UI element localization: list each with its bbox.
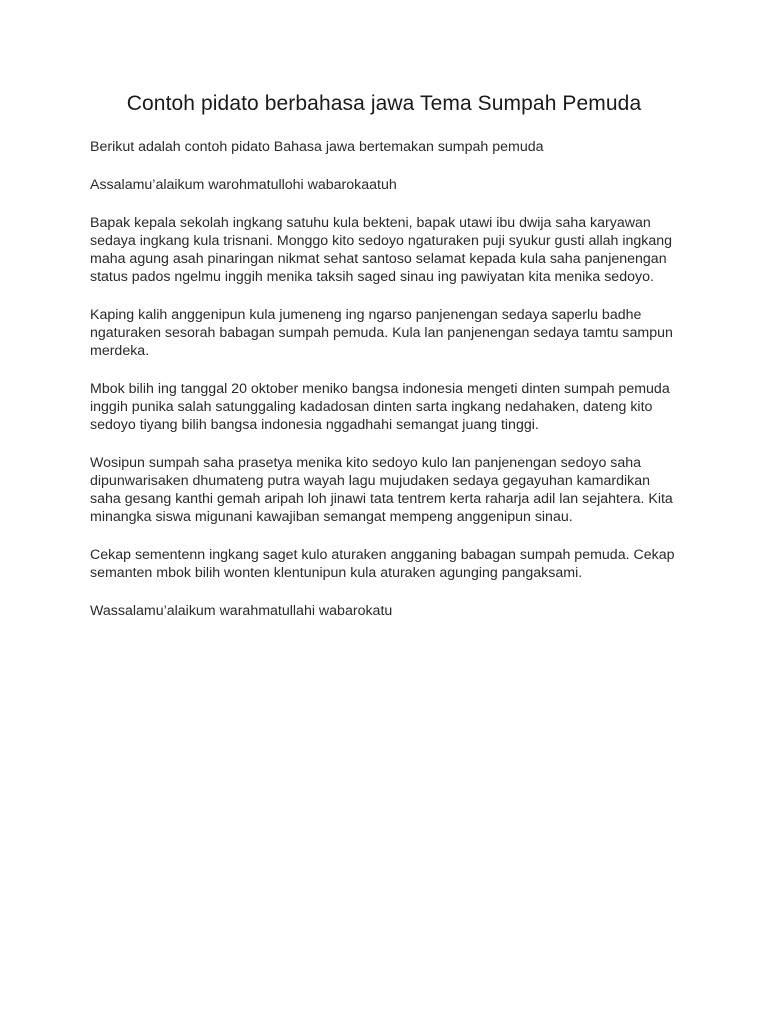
paragraph-oath: Wosipun sumpah saha prasetya menika kito sedoyo kulo lan panjenengan sedoyo saha dipunwarisaken dhumateng putra wayah lagu mujudaken sedaya gegayuhan kamardikan saha gesang kanthi gemah aripah loh jinawi tata tentrem kerta raharja adil lan sejahtera. Kita minangka siswa migunani kawajiban semangat mempeng anggenipun sinau. bbox=[90, 455, 673, 525]
document-title: Contoh pidato berbahasa jawa Tema Sumpah Pemuda bbox=[126, 92, 642, 115]
paragraph-closing: Cekap sementenn ingkang saget kulo aturaken angganing babagan sumpah pemuda. Cekap semanten mbok bilih wonten klentunipun kula aturaken agunging pangaksami. bbox=[90, 547, 675, 581]
paragraph-intro: Berikut adalah contoh pidato Bahasa jawa bertemakan sumpah pemuda bbox=[90, 139, 544, 155]
document-body bbox=[90, 138, 682, 640]
paragraph-farewell: Wassalamu’alaikum warahmatullahi wabarokatu bbox=[90, 603, 393, 619]
paragraph-purpose: Kaping kalih anggenipun kula jumeneng ing ngarso panjenengan sedaya saperlu badhe ngaturaken sesorah babagan sumpah pemuda. Kula lan panjenengan sedaya tamtu sampun merdeka. bbox=[90, 307, 673, 359]
paragraph-opening: Bapak kepala sekolah ingkang satuhu kula bekteni, bapak utawi ibu dwija saha karyawan sedaya ingkang kula trisnani. Monggo kito sedoyo ngaturaken puji syukur gusti allah ingkang maha agung asah pinaringan nikmat sehat santoso selamat kepada kula saha panjenengan status pados ngelmu inggih menika taksih saged sinau ing pawiyatan kita menika sedoyo. bbox=[90, 215, 673, 285]
paragraph-history: Mbok bilih ing tanggal 20 oktober meniko bangsa indonesia mengeti dinten sumpah pemuda inggih punika salah satunggaling kadadosan dinten sarta ingkang nedahaken, dateng kito sedoyo tiyang bilih bangsa indonesia nggadhahi semangat juang tinggi. bbox=[90, 381, 670, 433]
paragraph-greeting: Assalamu’alaikum warohmatullohi wabarokaatuh bbox=[90, 177, 397, 193]
